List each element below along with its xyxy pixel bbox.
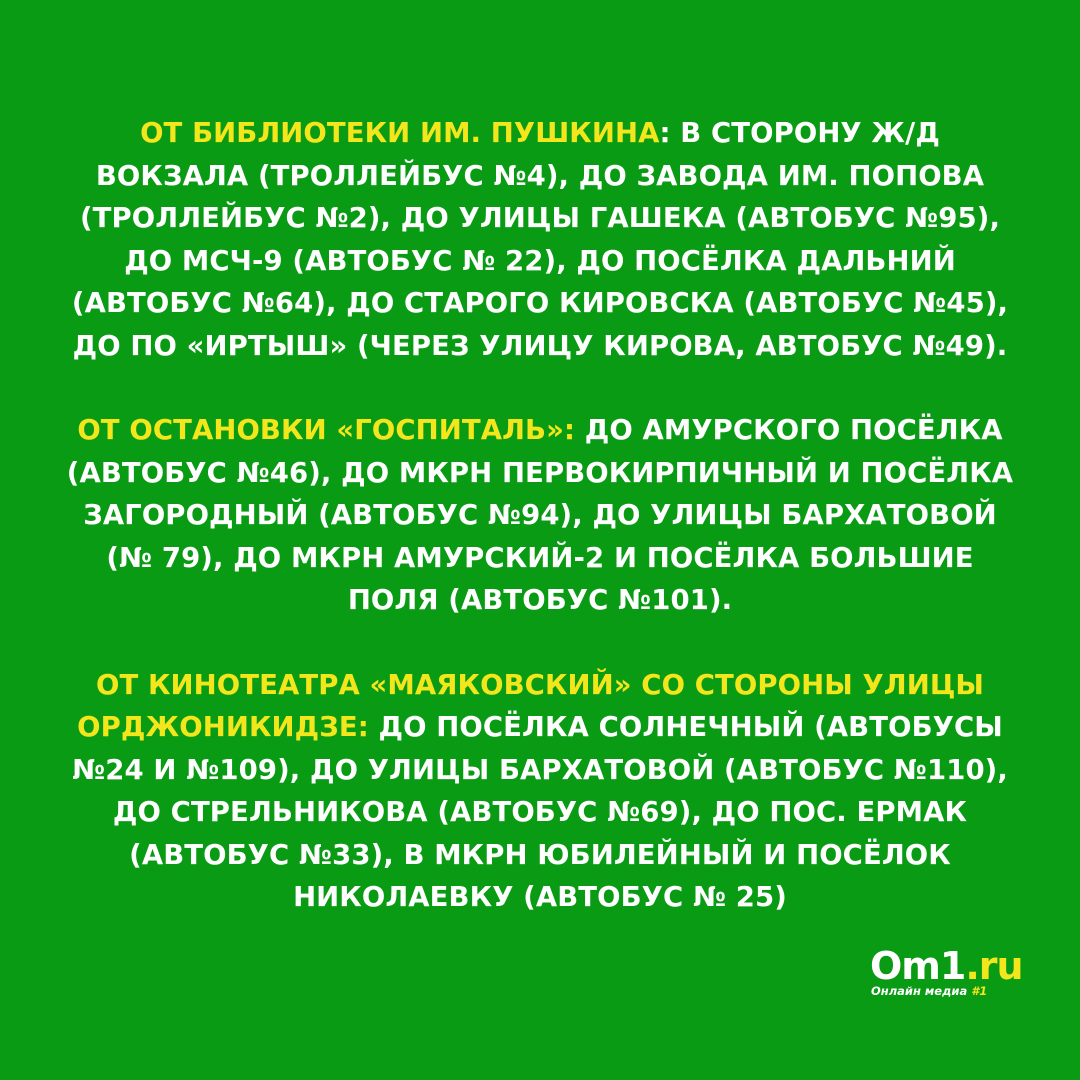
logo-tagline-number: #1	[971, 984, 988, 998]
paragraph-pushkin-library	[40, 112, 1040, 367]
logo-name: Om1	[870, 944, 966, 988]
paragraph-line: ЗАГОРОДНЫЙ (АВТОБУС №94), ДО УЛИЦЫ БАРХАТОВОЙ	[83, 499, 997, 531]
logo-wordmark	[870, 946, 1023, 986]
paragraph-line: ПОЛЯ (АВТОБУС №101).	[347, 584, 733, 616]
paragraph-line: (№ 79), ДО МКРН АМУРСКИЙ-2 И ПОСЁЛКА БОЛЬШИЕ	[106, 541, 974, 574]
paragraph-mayakovsky-cinema	[40, 664, 1040, 919]
paragraph-line: ДО СТРЕЛЬНИКОВА (АВТОБУС №69), ДО ПОС. ЕРМАК	[112, 796, 968, 828]
paragraph-line: (АВТОБУС №46), ДО МКРН ПЕРВОКИРПИЧНЫЙ И ПОСЁЛКА	[66, 456, 1014, 489]
logo-tagline-text: Онлайн медиа	[871, 984, 972, 998]
paragraph-line: В СТОРОНУ Ж/Д	[670, 117, 940, 149]
paragraph-line: (АВТОБУС №33), В МКРН ЮБИЛЕЙНЫЙ И ПОСЁЛОК	[129, 838, 951, 871]
paragraph-line: ДО ПО «ИРТЫШ» (ЧЕРЕЗ УЛИЦУ КИРОВА, АВТОБУС №49).	[72, 329, 1008, 362]
paragraph-line: №24 И №109), ДО УЛИЦЫ БАРХАТОВОЙ (АВТОБУС №110),	[72, 753, 1008, 786]
logo-tagline	[871, 984, 987, 998]
text-block	[40, 112, 1040, 961]
paragraph-heading: ОТ БИБЛИОТЕКИ ИМ. ПУШКИНА	[140, 117, 660, 149]
paragraph-heading: ОТ ОСТАНОВКИ «ГОСПИТАЛЬ»:	[77, 414, 576, 446]
logo-domain: .ru	[965, 944, 1023, 988]
paragraph-hospital-stop	[40, 409, 1040, 622]
paragraph-line: ДО МСЧ-9 (АВТОБУС № 22), ДО ПОСЁЛКА ДАЛЬНИЙ	[124, 244, 956, 277]
paragraph-line: (АВТОБУС №64), ДО СТАРОГО КИРОВСКА (АВТОБУС №45),	[71, 287, 1009, 319]
paragraph-line: ДО ПОСЁЛКА СОЛНЕЧНЫЙ (АВТОБУСЫ	[368, 711, 1003, 743]
paragraph-heading: ОТ КИНОТЕАТРА «МАЯКОВСКИЙ» СО СТОРОНЫ УЛИЦЫ	[95, 668, 985, 701]
paragraph-heading: ОРДЖОНИКИДЗЕ:	[77, 711, 369, 743]
paragraph-line: ВОКЗАЛА (ТРОЛЛЕЙБУС №4), ДО ЗАВОДА ИМ. ПОПОВА	[95, 159, 985, 192]
paragraph-line: НИКОЛАЕВКУ (АВТОБУС № 25)	[293, 881, 787, 913]
paragraph-line: ДО АМУРСКОГО ПОСЁЛКА	[575, 414, 1003, 446]
om1-logo	[870, 944, 1023, 1006]
paragraph-line: (ТРОЛЛЕЙБУС №2), ДО УЛИЦЫ ГАШЕКА (АВТОБУС №95),	[80, 202, 1000, 234]
heading-separator: :	[659, 117, 671, 149]
